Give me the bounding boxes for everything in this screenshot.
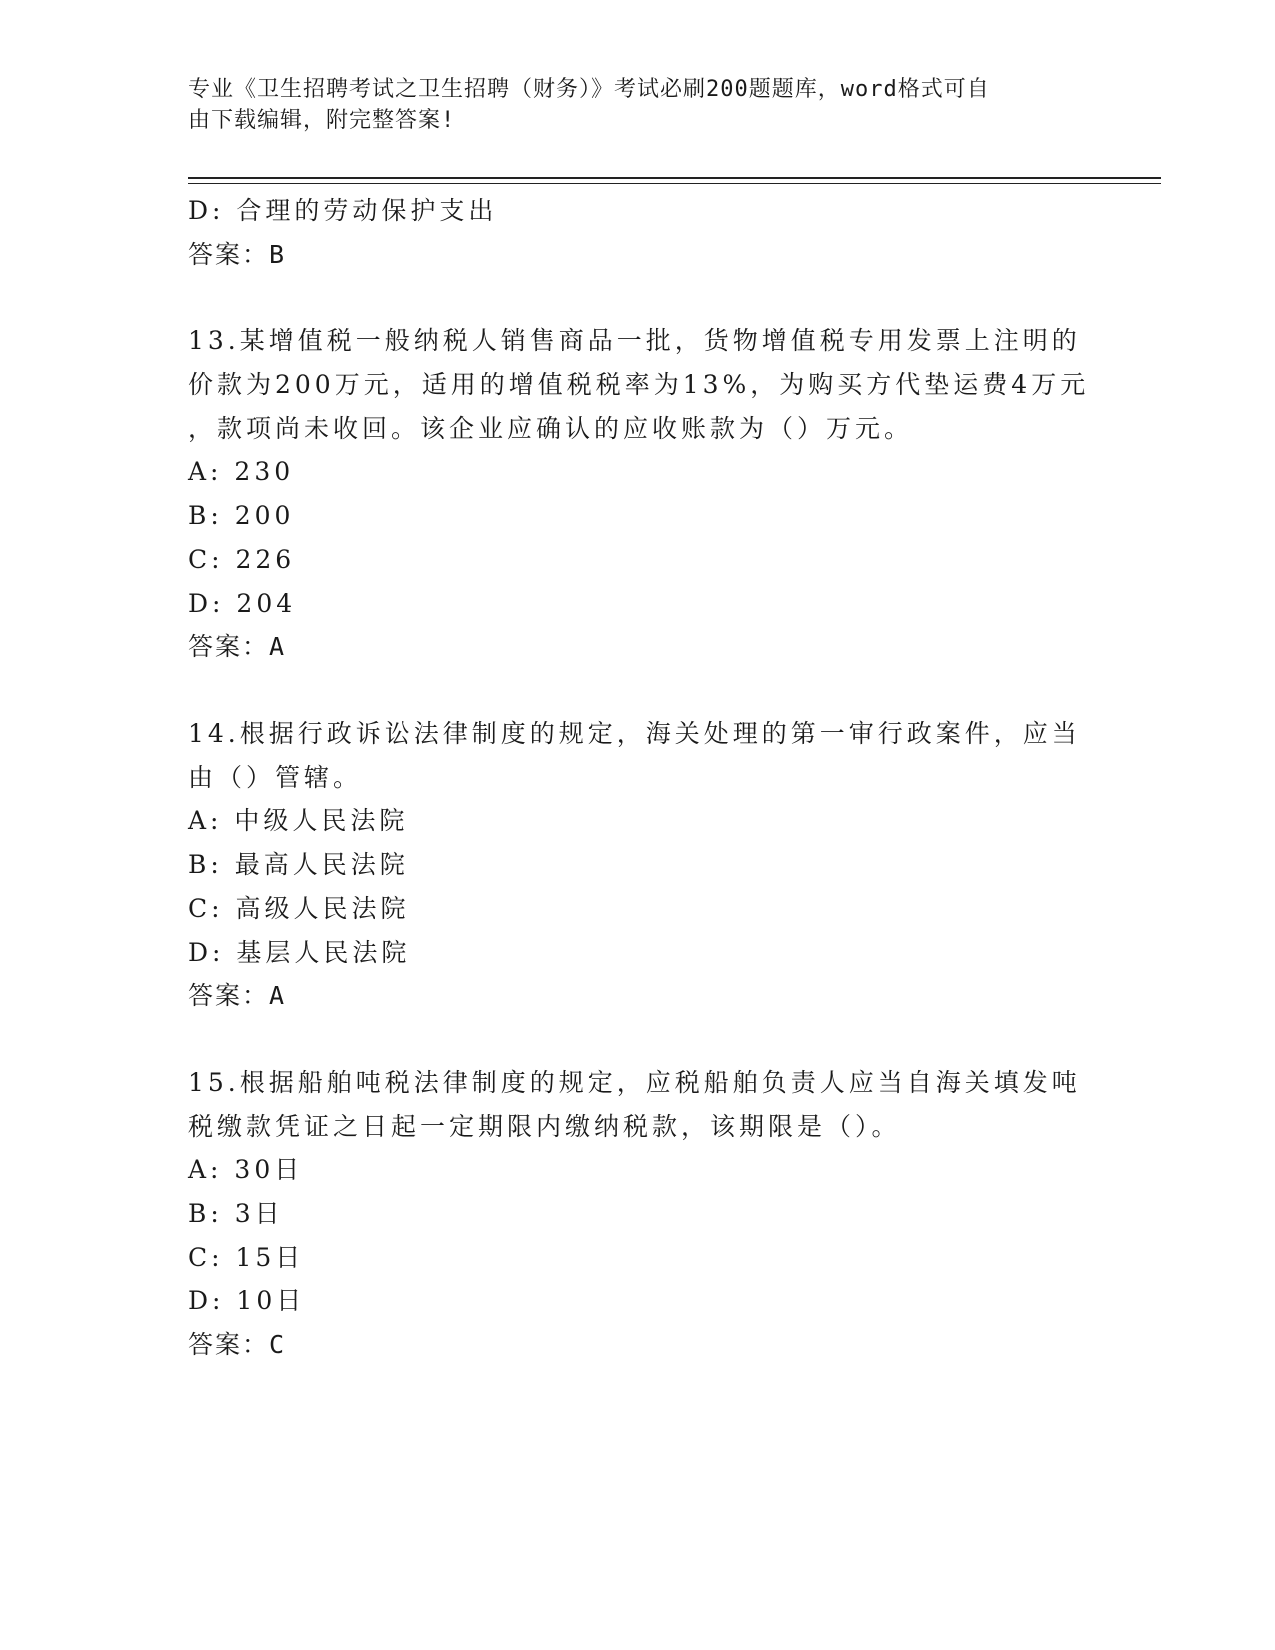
- q15-stem-line-2: 税缴款凭证之日起一定期限内缴纳税款，该期限是（）。: [188, 1112, 901, 1141]
- q13-answer: 答案：A: [188, 632, 287, 661]
- q14-option-a: A: 中级人民法院: [188, 806, 409, 835]
- prev-option-d: D: 合理的劳动保护支出: [188, 196, 498, 225]
- q14-stem-line-2: 由（）管辖。: [188, 763, 363, 792]
- q14-answer: 答案：A: [188, 981, 287, 1010]
- header-divider-thin: [188, 183, 1161, 184]
- q15-option-c: C: 15日: [188, 1243, 305, 1272]
- q14-stem-line-1: 14.根据行政诉讼法律制度的规定，海关处理的第一审行政案件，应当: [188, 719, 1081, 748]
- q14-option-b: B: 最高人民法院: [188, 850, 409, 879]
- q15-stem-line-1: 15.根据船舶吨税法律制度的规定，应税船舶负责人应当自海关填发吨: [188, 1068, 1081, 1097]
- document-header: [188, 74, 1068, 136]
- header-line-1: 专业《卫生招聘考试之卫生招聘（财务）》考试必刷200题题库，word格式可自: [188, 77, 990, 102]
- q15-answer: 答案：C: [188, 1330, 287, 1359]
- q13-stem-line-2: 价款为200万元，适用的增值税税率为13%，为购买方代垫运费4万元: [188, 370, 1090, 399]
- prev-answer: 答案：B: [188, 240, 287, 269]
- q15-option-b: B: 3日: [188, 1199, 284, 1228]
- q13-option-c: C: 226: [188, 545, 296, 574]
- q13-option-d: D: 204: [188, 589, 297, 618]
- q15-option-a: A: 30日: [188, 1155, 304, 1184]
- q13-stem-line-1: 13.某增值税一般纳税人销售商品一批，货物增值税专用发票上注明的: [188, 326, 1081, 355]
- q15-option-d: D: 10日: [188, 1286, 306, 1315]
- q14-option-c: C: 高级人民法院: [188, 894, 410, 923]
- q13-stem-line-3: ，款项尚未收回。该企业应确认的应收账款为（）万元。: [188, 414, 914, 443]
- header-line-2: 由下载编辑，附完整答案!: [188, 108, 456, 133]
- header-divider-thick: [188, 177, 1161, 179]
- q14-option-d: D: 基层人民法院: [188, 938, 411, 967]
- q13-option-b: B: 200: [188, 501, 295, 530]
- q13-option-a: A: 230: [188, 457, 295, 486]
